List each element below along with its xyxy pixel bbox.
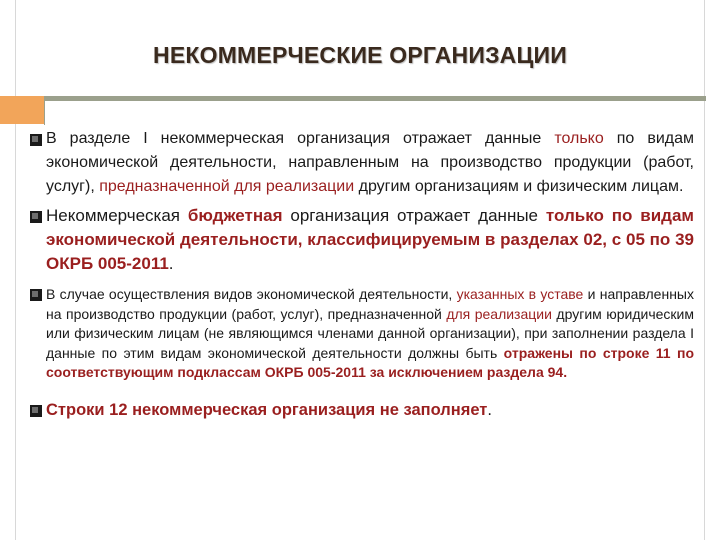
- text-run: Некоммерческая: [46, 206, 188, 225]
- accent-band: [0, 96, 44, 124]
- highlight-budget: бюджетная: [187, 206, 283, 225]
- text-run: организация отражает данные: [282, 206, 546, 225]
- text-run: и направленных на производство продукции (работ, услуг), предназначенной: [46, 286, 694, 322]
- highlight-activities: по видам экономической деятельности, классифицируемым в разделах 02, с 05 по 39 ОКРБ 005-2011: [46, 206, 694, 273]
- paragraph-line-12: [18, 398, 694, 422]
- highlight-charter: указанных в уставе: [456, 286, 584, 302]
- highlight-organization: организация: [271, 400, 376, 419]
- highlight-for-sale: для реализации: [446, 305, 552, 322]
- highlight-line-11: отражены по строке 11 по соответствующим: [46, 344, 694, 380]
- slide-body: [18, 125, 694, 422]
- checkbox-square-icon: [30, 405, 42, 417]
- text-run: .: [168, 254, 174, 273]
- divider-line: [44, 96, 706, 101]
- paragraph-section-1: [18, 127, 694, 199]
- highlight-only: только: [545, 206, 604, 225]
- text-run: В разделе I некоммерческая организация отражает данные: [46, 130, 555, 147]
- slide-title: НЕКОММЕРЧЕСКИЕ ОРГАНИЗАЦИИ: [153, 42, 567, 68]
- text-run: .: [487, 400, 492, 419]
- divider-tick: [44, 101, 45, 125]
- text-run: другим юридическим или физическим лицам (не являющимся членами данной организации), при заполнении раздела I данные по этим видам экономической деятельности должны быть: [46, 305, 694, 361]
- highlight-subclasses: подклассам ОКРБ 005-2011 за исключением раздела 94.: [173, 364, 568, 380]
- checkbox-square-icon: [30, 134, 42, 146]
- text-run: другим организациям и физическим лицам.: [354, 178, 684, 195]
- paragraph-charter-activities: [18, 285, 694, 383]
- text-run: В случае осуществления видов экономической деятельности,: [46, 286, 457, 302]
- checkbox-square-icon: [30, 211, 42, 223]
- highlight-for-sale: предназначенной для реализации: [99, 178, 355, 195]
- highlight-line-12: Строки 12 некоммерческая: [46, 400, 272, 419]
- checkbox-square-icon: [30, 289, 42, 301]
- highlight-not-filled: не заполняет: [375, 400, 488, 419]
- paragraph-budget-org: [18, 204, 694, 276]
- text-run: по видам экономической деятельности, направленным на производство продукции (работ, услуг),: [46, 130, 695, 195]
- highlight-only: только: [554, 130, 604, 147]
